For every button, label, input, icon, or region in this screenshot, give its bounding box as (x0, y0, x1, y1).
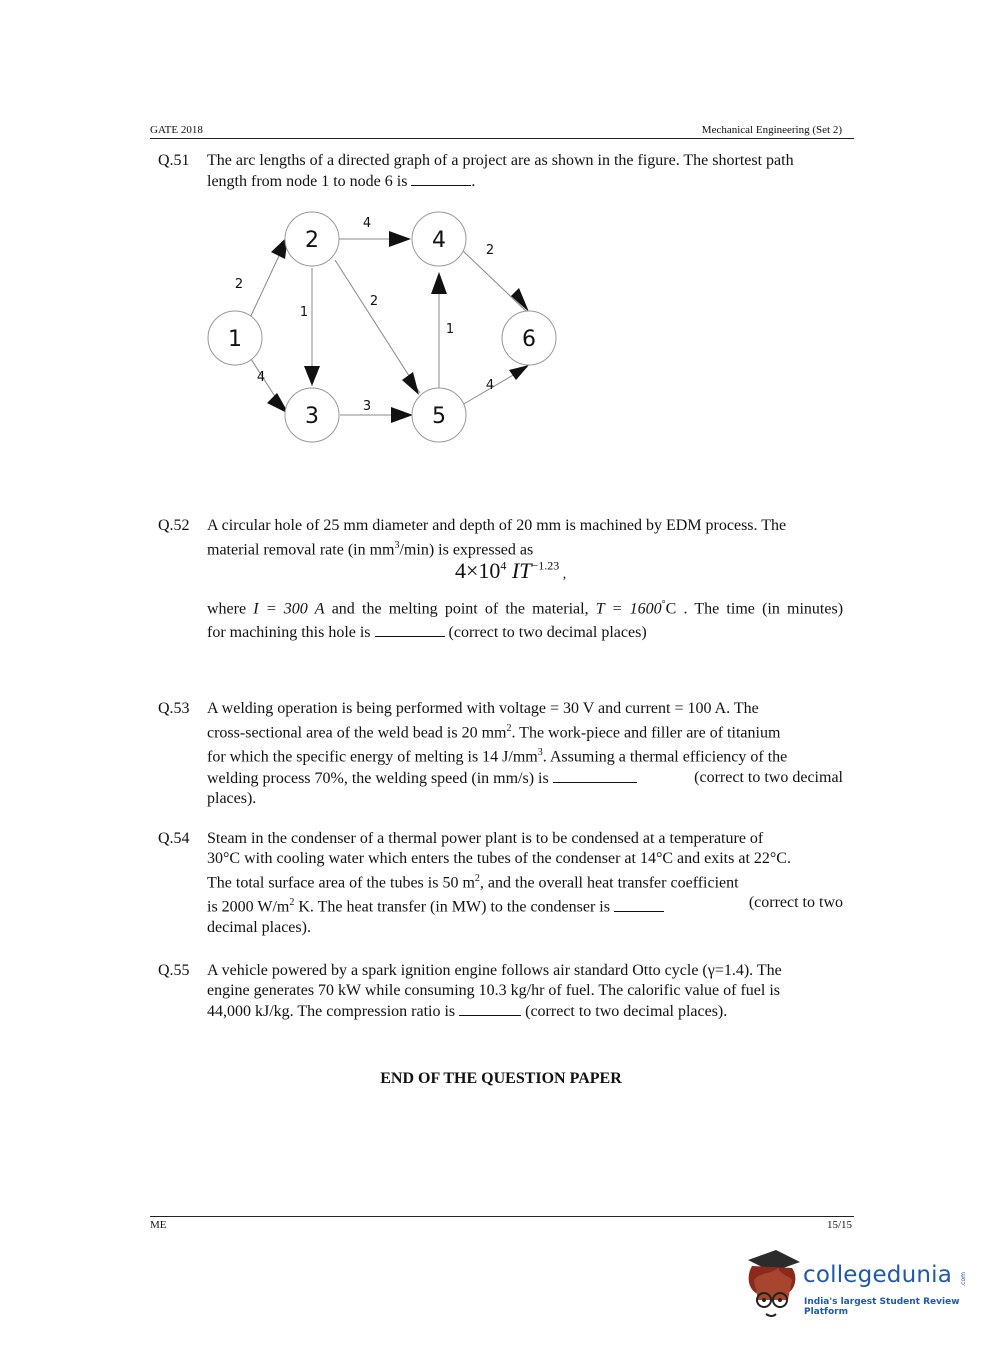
question-text: A circular hole of 25 mm diameter and depth of 20 mm is machined by EDM process. The material removal rate (in $mm^3/\min$) is expressed as (207, 517, 787, 559)
footer-code: ME (150, 1219, 167, 1231)
question-53 (158, 699, 848, 807)
edge-label-2-3: 1 (299, 305, 309, 320)
edge-label-2-4: 4 (362, 216, 372, 231)
header-exam-title: GATE 2018 (150, 124, 203, 136)
question-number: Q.55 (158, 962, 190, 979)
question-text: Steam in the condenser of a thermal power plant is to be condensed at a temperature of 30°C with cooling water which enters the tubes of the condenser at 14°C and exits at 22°C. The total surface area of the tubes is 50 $m^2$, and the overall heat transfer coefficient is 2000 $W/m^2$ K. The heat transfer (in MW) to the condenser is (correct to two decimal places). (207, 830, 843, 936)
node-label-5: 5 (432, 404, 446, 429)
edge-2-5 (335, 260, 420, 393)
edge-label-4-6: 2 (485, 243, 495, 258)
question-54 (158, 829, 848, 936)
edge-label-2-5: 2 (369, 294, 379, 309)
question-text: A vehicle powered by a spark ignition engine follows air standard Otto cycle (γ=1.4). The engine generates 70 kW while consuming 10.3 kg/hr of fuel. The calorific value of fuel is 44,000 kJ/kg. The compression ratio is (correct to two decimal places). (207, 962, 782, 1020)
edge-label-3-5: 3 (362, 399, 372, 414)
question-52 (158, 516, 848, 558)
node-label-3: 3 (305, 404, 319, 429)
answer-blank (459, 1001, 521, 1016)
answer-blank (411, 171, 471, 186)
brand-tagline: India's largest Student Review Platform (804, 1297, 960, 1317)
brand-wordmark: collegedunia (803, 1262, 953, 1288)
page-number: 15/15 (826, 1219, 852, 1231)
node-label-4: 4 (432, 228, 446, 253)
brand-suffix: .com (960, 1272, 967, 1287)
edge-label-5-4: 1 (445, 322, 455, 337)
answer-blank (553, 768, 637, 783)
edge-label-5-6: 4 (485, 378, 495, 393)
mrr-formula: $4\times 10^4$ $IT^{-1.23}$ , (455, 558, 567, 583)
question-number: Q.54 (158, 830, 190, 847)
node-label-2: 2 (305, 228, 319, 253)
question-55 (158, 961, 848, 1023)
question-52-continued: where I = 300 A and the melting point of the material, T = 1600°C . The time (in minutes) for machining this hole is (correct to two decimal places) (207, 599, 844, 642)
question-text: The arc lengths of a directed graph of a project are as shown in the figure. The shortest path length from node 1 to node 6 is . (207, 152, 794, 190)
question-number: Q.51 (158, 152, 190, 169)
edge-4-6 (462, 250, 527, 312)
arrowhead-2-3 (304, 366, 320, 386)
arrowhead-2-4 (389, 231, 411, 247)
question-number: Q.52 (158, 517, 190, 534)
arrowhead-3-5 (391, 407, 413, 423)
question-number: Q.53 (158, 700, 190, 717)
directed-graph-figure (195, 200, 575, 450)
answer-blank (375, 622, 445, 637)
end-of-paper: END OF THE QUESTION PAPER (380, 1070, 622, 1087)
question-text: A welding operation is being performed with voltage = 30 V and current = 100 A. The cross-sectional area of the weld bead is 20 $mm^2$. The work-piece and filler are of titanium for which the specific energy of melting is 14 $J/mm^3$. Assuming a thermal efficiency of the welding process 70%, the welding speed (in mm/s) is (correct to two decimal places). (207, 700, 843, 807)
footer-rule (150, 1216, 854, 1217)
edge-label-1-2: 2 (234, 277, 244, 292)
answer-blank (614, 897, 664, 912)
collegedunia-mascot-icon (742, 1250, 804, 1322)
arrowhead-2-5 (402, 372, 419, 395)
arrowhead-5-6 (509, 365, 529, 380)
arrowhead-5-4 (431, 272, 447, 294)
edge-label-1-3: 4 (256, 370, 266, 385)
node-label-1: 1 (228, 327, 242, 352)
node-label-6: 6 (522, 327, 536, 352)
header-paper-name: Mechanical Engineering (Set 2) (701, 124, 842, 136)
question-51 (158, 151, 848, 193)
header-rule (150, 138, 854, 139)
